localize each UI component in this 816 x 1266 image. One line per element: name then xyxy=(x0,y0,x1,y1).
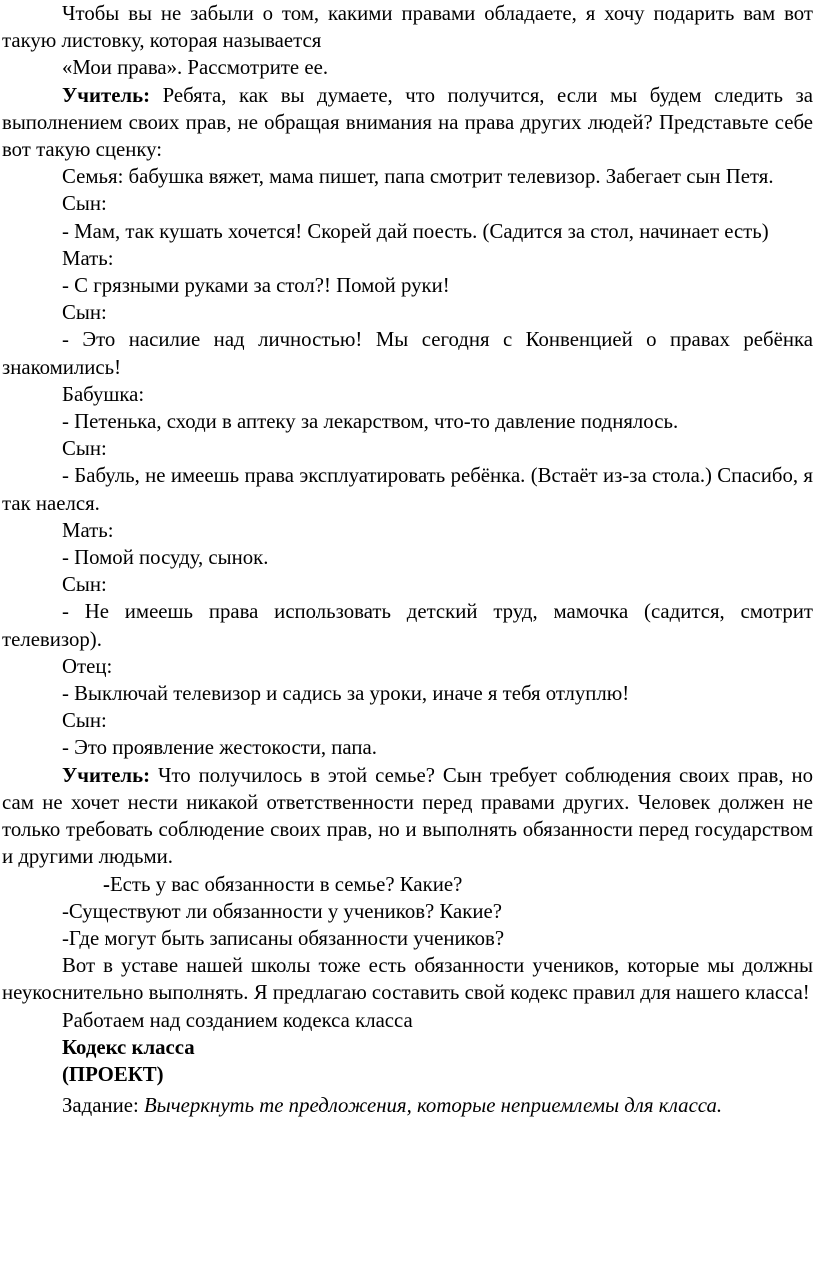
paragraph-leaflet-title: «Мои права». Рассмотрите ее. xyxy=(62,56,329,80)
line-grandmother-1: - Петенька, сходи в аптеку за лекарством, что-то давление поднялось. xyxy=(62,410,679,434)
paragraph-working-on-code: Работаем над созданием кодекса класса xyxy=(62,1008,413,1032)
line-father-1: - Выключай телевизор и садись за уроки, иначе я тебя отлуплю! xyxy=(62,682,630,706)
line-mother-2: - Помой посуду, сынок. xyxy=(62,546,269,570)
question-where-recorded: -Где могут быть записаны обязанности учеников? xyxy=(62,926,505,950)
speaker-son: Сын: xyxy=(62,709,107,733)
speaker-son: Сын: xyxy=(62,437,107,461)
speaker-mother: Мать: xyxy=(62,518,114,542)
question-dash: - xyxy=(103,872,110,896)
line-mother-1: - С грязными руками за стол?! Помой руки! xyxy=(62,274,450,298)
line-son-4: - Не имеешь права использовать детский труд, мамочка (садится, смотрит телевизор). xyxy=(2,600,813,651)
teacher-question-text: Ребята, как вы думаете, что получится, если мы будем следить за выполнением своих прав, не обращая внимания на права других людей? Представьте себе вот такую сценку: xyxy=(2,83,813,162)
line-son-5: - Это проявление жестокости, папа. xyxy=(62,736,377,760)
speaker-mother: Мать: xyxy=(62,246,114,270)
paragraph-teacher-conclusion xyxy=(2,762,813,871)
question-family-duties xyxy=(2,871,813,898)
paragraph-school-charter: Вот в уставе нашей школы тоже есть обязанности учеников, которые мы должны неукоснительно выполнять. Я предлагаю составить свой кодекс правил для нашего класса! xyxy=(2,954,813,1005)
line-son-1: - Мам, так кушать хочется! Скорей дай поесть. (Садится за стол, начинает есть) xyxy=(62,219,769,243)
speaker-son: Сын: xyxy=(62,573,107,597)
speaker-label-teacher: Учитель: xyxy=(62,83,151,107)
paragraph-intro: Чтобы вы не забыли о том, какими правами обладаете, я хочу подарить вам вот такую листовку, которая называется xyxy=(2,2,813,53)
speaker-son: Сын: xyxy=(62,301,107,325)
question-student-duties: -Существуют ли обязанности у учеников? Какие? xyxy=(62,899,502,923)
speaker-son: Сын: xyxy=(62,192,107,216)
speaker-label-teacher: Учитель: xyxy=(62,763,151,787)
task-label: Задание: xyxy=(62,1094,144,1118)
question-family-duties-text: Есть у вас обязанности в семье? Какие? xyxy=(109,872,463,896)
line-son-2: - Это насилие над личностью! Мы сегодня с Конвенцией о правах ребёнка знакомились! xyxy=(2,328,813,379)
teacher-conclusion-text: Что получилось в этой семье? Сын требует соблюдения своих прав, но сам не хочет нести никакой ответственности перед правами других. Человек должен не только требовать соблюдение своих прав, но и выполнять обязанности перед государством и другими людьми. xyxy=(2,763,813,869)
paragraph-teacher-question xyxy=(2,82,813,164)
task-text: Вычеркнуть те предложения, которые неприемлемы для класса. xyxy=(143,1094,723,1118)
heading-project: (ПРОЕКТ) xyxy=(62,1062,164,1086)
line-son-3: - Бабуль, не имеешь права эксплуатировать ребёнка. (Встаёт из-за стола.) Спасибо, я так наелся. xyxy=(2,464,813,515)
heading-class-code: Кодекс класса xyxy=(62,1035,195,1059)
speaker-grandmother: Бабушка: xyxy=(62,382,145,406)
paragraph-task xyxy=(2,1092,813,1119)
paragraph-scene-setup: Семья: бабушка вяжет, мама пишет, папа смотрит телевизор. Забегает сын Петя. xyxy=(62,165,774,189)
speaker-father: Отец: xyxy=(62,654,113,678)
